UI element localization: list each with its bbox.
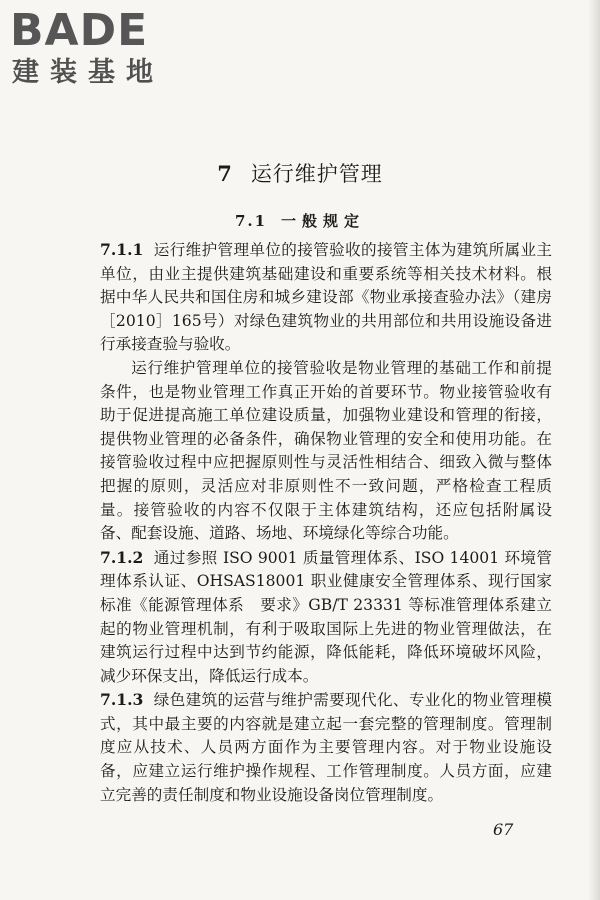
section-title-text: 一般规定 — [281, 212, 366, 230]
paragraph-text: 运行维护管理单位的接管验收是物业管理的基础工作和前提条件，也是物业管理工作真正开始的首要环节。物业接管验收有助于促进提高施工单位建设质量，加强物业建设和管理的衔接，提供物业管理的必备条件，确保物业管理的安全和使用功能。在接管验收过程中应把握原则性与灵活性相结合、细致入微与整体把握的原则，灵活应对非原则性不一致问题，严格检查工程质量。接管验收的内容不仅限于主体建筑结构，还应包括附属设备、配套设施、道路、场地、环境绿化等综合功能。 — [100, 358, 552, 543]
clause-number: 7.1.1 — [100, 240, 144, 259]
paragraph-text: 通过参照 ISO 9001 质量管理体系、ISO 14001 环境管理体系认证、OHSAS18001 职业健康安全管理体系、现行国家标准《能源管理体系 要求》GB/T 23331 等标准管理体系建立起的物业管理机制，有利于吸取国际上先进的物业管理做法，在建筑运行过程中达到节约能源，降低能耗，降低环境破坏风险，减少环保支出，降低运行成本。 — [100, 548, 552, 685]
clause-paragraph — [100, 238, 552, 357]
logo-subtitle: 建装基地 — [12, 57, 164, 88]
logo-wordmark: BADE — [10, 5, 149, 56]
section-number: 7.1 — [234, 212, 268, 230]
chapter-title-text: 运行维护管理 — [250, 162, 383, 186]
clause-paragraph — [100, 688, 552, 807]
chapter-title — [0, 158, 600, 188]
section-title — [0, 210, 600, 231]
body-text — [100, 238, 552, 807]
paragraph-text: 绿色建筑的运营与维护需要现代化、专业化的物业管理模式，其中最主要的内容就是建立起一套完整的管理制度。管理制度应从技术、人员两方面作为主要管理内容。对于物业设施设备，应建立运行维护操作规程、工作管理制度。人员方面，应建立完善的责任制度和物业设施设备岗位管理制度。 — [100, 691, 552, 804]
clause-number: 7.1.2 — [100, 547, 144, 567]
page-edge-shadow — [588, 0, 600, 900]
clause-number: 7.1.3 — [100, 690, 144, 710]
page-number: 67 — [493, 820, 514, 839]
bade-logo — [10, 6, 185, 98]
chapter-number: 7 — [217, 161, 233, 186]
commentary-paragraph — [100, 357, 552, 546]
clause-paragraph — [100, 546, 552, 689]
paragraph-text: 运行维护管理单位的接管验收的接管主体为建筑所属业主单位，由业主提供建筑基础建设和重要系统等相关技术材料。根据中华人民共和国住房和城乡建设部《物业承接查验办法》（建房［2010］165号）对绿色建筑物业的共用部位和共用设施设备进行承接查验与验收。 — [100, 241, 552, 354]
